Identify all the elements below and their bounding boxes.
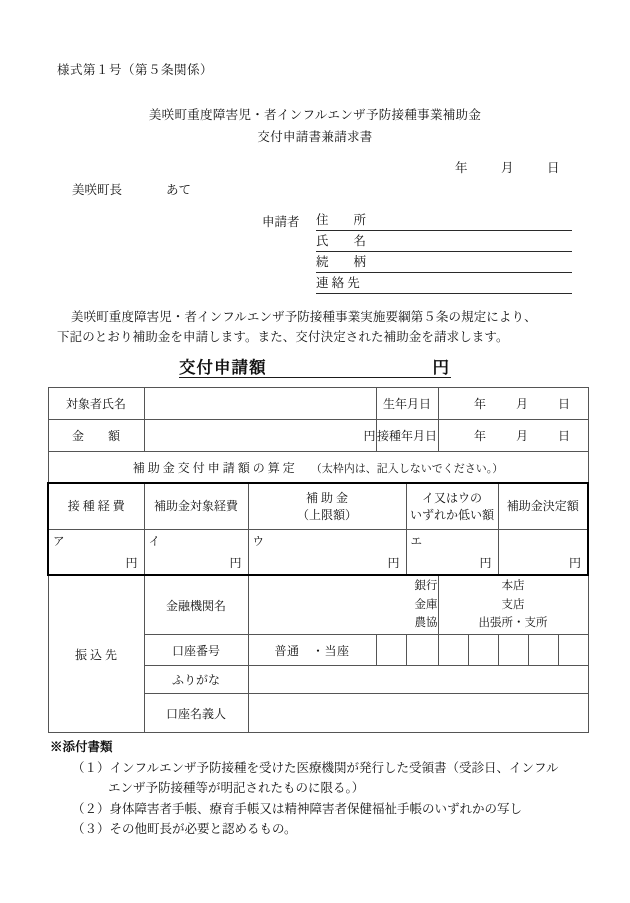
calc-header-2-line1: 補 助 金	[305, 490, 348, 505]
request-amount-label: 交付申請額	[179, 358, 267, 377]
calc-cell-1-tag: イ	[148, 536, 160, 548]
bank-branch-value[interactable]	[438, 575, 588, 635]
calc-header-0-line1: 接 種 経 費	[67, 499, 125, 513]
document-title-line1: 美咲町重度障害児・者インフルエンザ予防接種事業補助金	[148, 108, 482, 122]
attachment-1-number: （１）	[72, 760, 110, 775]
branch-type-branch: 支店	[501, 598, 525, 611]
furigana-value[interactable]	[248, 666, 588, 694]
account-digit-6[interactable]	[558, 635, 588, 666]
vacc-month-label: 月	[516, 429, 529, 443]
applicant-relationship-label: 続 柄	[316, 255, 367, 269]
calculation-note: （太枠内は、記入しないでください。）	[310, 462, 504, 475]
bank-type-nokyo: 農協	[414, 617, 438, 630]
branch-type-head: 本店	[501, 580, 525, 593]
bank-institution-label: 金融機関名	[144, 575, 248, 635]
calculation-title: 補 助 金 交 付 申 請 額 の 算 定	[132, 460, 295, 475]
applicant-field-contact[interactable]	[316, 273, 572, 294]
applicant-label: 申請者	[262, 215, 300, 229]
attachment-3-number: （３）	[72, 822, 110, 836]
attachment-1-continuation: エンザ予防接種等が明記されたものに限る。）	[108, 781, 365, 795]
attachment-2-text: 身体障害者手帳、療育手帳又は精神障害者保健福祉手帳のいずれかの写し	[109, 801, 523, 816]
attachments-section	[50, 737, 595, 840]
applicant-field-address[interactable]	[316, 210, 572, 231]
attachments-title: ※添付書類	[50, 740, 113, 754]
amount-unit: 円	[363, 429, 376, 443]
calc-header-4-line1: 補助金決定額	[506, 499, 579, 513]
document-title-line2: 交付申請書兼請求書	[257, 130, 373, 144]
calc-cell-lower-of-b-or-c[interactable]	[406, 530, 498, 576]
calculation-title-cell	[48, 452, 588, 484]
form-number: 様式第１号（第５条関係）	[57, 63, 214, 77]
bank-type-bank: 銀行	[414, 580, 438, 593]
body-paragraph-line2: 下記のとおり補助金を申請します。また、交付決定された補助金を請求します。	[57, 330, 509, 344]
calc-header-3-line1: イ又はウの	[422, 490, 483, 505]
bank-institution-value[interactable]	[248, 575, 438, 635]
bank-type-shinkin: 金庫	[414, 598, 438, 611]
calc-cell-0-unit: 円	[125, 556, 138, 570]
vaccination-date-value[interactable]	[438, 420, 588, 452]
account-digit-4[interactable]	[498, 635, 528, 666]
calc-cell-4-unit: 円	[569, 556, 582, 570]
calc-cell-3-tag: エ	[410, 536, 422, 548]
bank-section-label: 振 込 先	[48, 575, 144, 733]
addressee-line	[72, 180, 191, 198]
account-holder-label: 口座名義人	[144, 694, 248, 733]
request-amount-line[interactable]	[179, 355, 451, 378]
dob-day-label: 日	[558, 397, 571, 411]
calc-cell-subsidy-limit[interactable]	[248, 530, 406, 576]
target-name-label: 対象者氏名	[48, 388, 144, 420]
table-row-calculation-title	[48, 452, 588, 484]
table-row-calculation-values	[48, 530, 588, 576]
applicant-name-label: 氏 名	[316, 234, 367, 248]
dob-label: 生年月日	[376, 388, 438, 420]
table-row-amount	[48, 420, 588, 452]
calc-header-subsidy-target-cost	[144, 483, 248, 530]
vacc-year-label: 年	[474, 429, 487, 443]
calc-header-vaccination-cost	[48, 483, 144, 530]
dob-year-label: 年	[474, 397, 487, 411]
vacc-day-label: 日	[558, 429, 571, 443]
calc-cell-decided-subsidy[interactable]	[498, 530, 588, 576]
body-paragraph	[57, 307, 577, 347]
amount-value[interactable]	[144, 420, 376, 452]
account-number-label: 口座番号	[144, 635, 248, 666]
attachment-2-number: （２）	[72, 801, 110, 816]
vaccination-date-label: 接種年月日	[376, 420, 438, 452]
date-year-label: 年	[455, 161, 468, 175]
attachment-item-3	[50, 819, 595, 840]
applicant-contact-label: 連 絡 先	[316, 276, 360, 290]
account-digit-0[interactable]	[376, 635, 406, 666]
dob-month-label: 月	[516, 397, 529, 411]
account-digit-5[interactable]	[528, 635, 558, 666]
table-row-target-name	[48, 388, 588, 420]
application-table	[47, 387, 589, 733]
date-month-label: 月	[501, 161, 514, 175]
calc-header-lower-of-b-or-c	[406, 483, 498, 530]
calc-cell-3-unit: 円	[479, 556, 492, 570]
attachment-3-text: その他町長が必要と認めるもの。	[109, 822, 297, 836]
branch-type-suboffice: 出張所・支所	[478, 617, 548, 630]
account-digit-3[interactable]	[468, 635, 498, 666]
calc-header-3-line2: いずれか低い額	[410, 507, 495, 522]
calc-header-2-line2: （上限額）	[296, 507, 357, 522]
calc-cell-1-unit: 円	[229, 556, 242, 570]
applicant-field-relationship[interactable]	[316, 252, 572, 273]
addressee-suffix: あて	[166, 183, 192, 197]
furigana-label: ふりがな	[144, 666, 248, 694]
calc-header-decided-subsidy	[498, 483, 588, 530]
table-row-calculation-headers	[48, 483, 588, 530]
account-type-selector[interactable]: 普通 ・当座	[248, 635, 376, 666]
request-amount-unit: 円	[432, 358, 449, 377]
date-day-label: 日	[547, 161, 560, 175]
calc-cell-2-tag: ウ	[252, 536, 264, 548]
applicant-address-label: 住 所	[316, 213, 367, 227]
calc-cell-0-tag: ア	[53, 536, 65, 548]
calc-header-1-line1: 補助金対象経費	[153, 499, 238, 513]
calc-cell-vaccination-cost[interactable]	[48, 530, 144, 576]
addressee-name: 美咲町長	[72, 183, 123, 197]
account-digit-1[interactable]	[406, 635, 438, 666]
dob-value[interactable]	[438, 388, 588, 420]
target-name-value[interactable]	[144, 388, 376, 420]
table-row-bank-institution	[48, 575, 588, 635]
body-paragraph-line1: 美咲町重度障害児・者インフルエンザ予防接種事業実施要綱第５条の規定により、	[71, 310, 537, 324]
account-holder-value[interactable]	[248, 694, 588, 733]
attachment-1-text: インフルエンザ予防接種を受けた医療機関が発行した受領書（受診日、インフル	[109, 760, 559, 775]
calc-cell-2-unit: 円	[387, 556, 400, 570]
applicant-block	[262, 210, 582, 294]
calc-cell-subsidy-target-cost[interactable]	[144, 530, 248, 576]
applicant-field-name[interactable]	[316, 231, 572, 252]
submission-date-line	[455, 158, 560, 176]
attachment-item-2	[50, 799, 595, 820]
account-digit-2[interactable]	[438, 635, 468, 666]
calc-header-subsidy-limit	[248, 483, 406, 530]
amount-label: 金 額	[48, 420, 144, 452]
attachment-item-1	[50, 758, 595, 799]
